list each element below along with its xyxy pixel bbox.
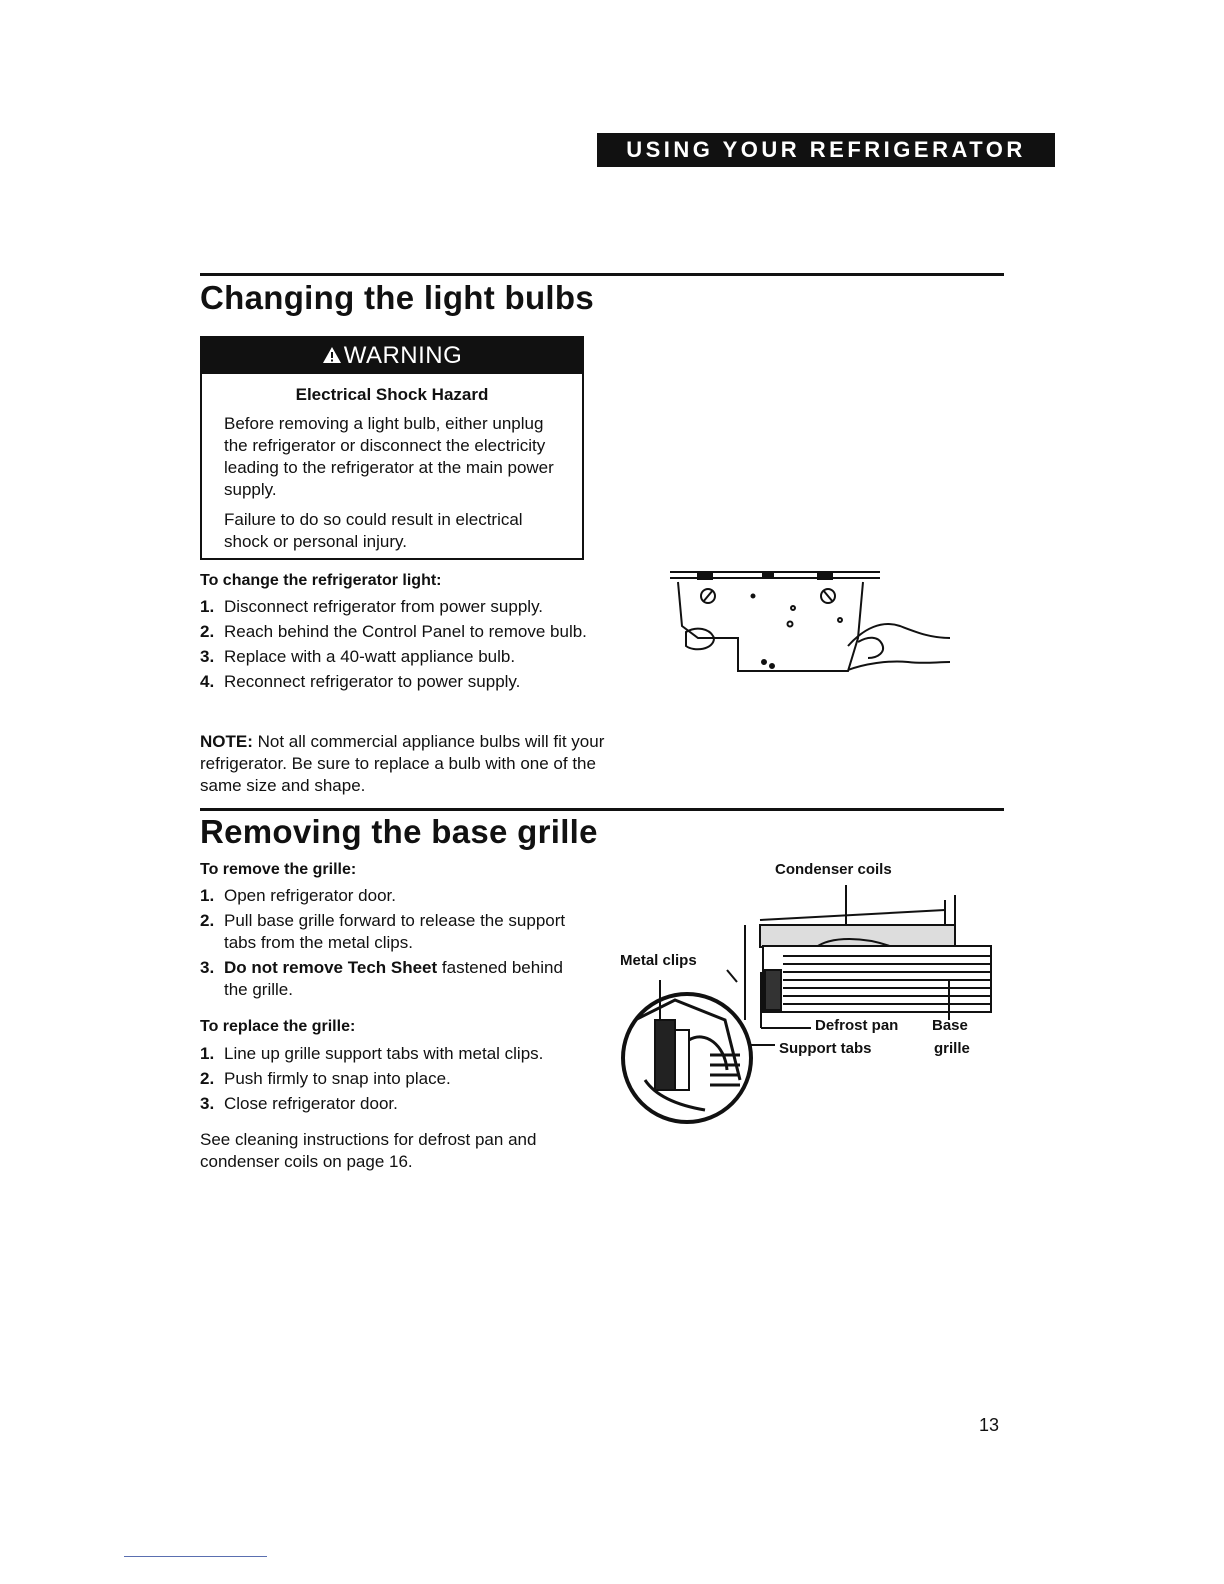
label-condenser-coils: Condenser coils — [775, 861, 892, 878]
list-item: 2. Push firmly to snap into place. — [200, 1069, 451, 1088]
warning-triangle-icon — [322, 339, 342, 375]
label-defrost-pan: Defrost pan — [815, 1017, 899, 1034]
steps-list — [200, 596, 600, 696]
remove-steps-list — [200, 885, 580, 1004]
warning-paragraph: Failure to do so could result in electrical shock or personal injury. — [224, 510, 523, 551]
note: NOTE: Not all commercial appliance bulbs will fit your refrigerator. Be sure to replace a bulb with one of the same size and shape. — [200, 732, 605, 795]
list-item: 4. Reconnect refrigerator to power supply. — [200, 672, 521, 691]
list-item: 1. Line up grille support tabs with metal clips. — [200, 1044, 544, 1063]
label-support-tabs: Support tabs — [779, 1040, 872, 1057]
replace-steps-list — [200, 1043, 600, 1118]
section-title-light-bulbs: Changing the light bulbs — [200, 279, 594, 316]
hazard-title: Electrical Shock Hazard — [295, 385, 489, 404]
label-base: Base — [932, 1017, 968, 1034]
section-divider — [200, 273, 1004, 276]
replace-heading: To replace the grille: — [200, 1018, 356, 1035]
warning-paragraph: Before removing a light bulb, either unplug the refrigerator or disconnect the electricity leading to the refrigerator at the main power supply. — [224, 414, 554, 499]
section-banner: USING YOUR REFRIGERATOR — [597, 133, 1055, 167]
list-item: 1. Disconnect refrigerator from power supply. — [200, 597, 544, 616]
label-grille: grille — [934, 1040, 970, 1057]
list-item: 3. Replace with a 40-watt appliance bulb. — [200, 647, 516, 666]
list-item: 2. Reach behind the Control Panel to remove bulb. — [200, 622, 587, 641]
section-divider — [200, 808, 1004, 811]
warning-label: WARNING — [343, 342, 463, 369]
page-number: 13 — [979, 1415, 1000, 1435]
section-title-base-grille: Removing the base grille — [200, 813, 598, 850]
base-grille-illustration — [615, 880, 1000, 1140]
list-item: 1. Open refrigerator door. — [200, 886, 396, 905]
remove-heading: To remove the grille: — [200, 861, 357, 878]
control-panel-illustration — [668, 566, 958, 686]
label-metal-clips: Metal clips — [620, 952, 697, 969]
steps-heading: To change the refrigerator light: — [200, 572, 442, 589]
cleaning-note: See cleaning instructions for defrost pan and condenser coils on page 16. — [200, 1130, 537, 1171]
list-item: 3. Do not remove Tech Sheet fastened behind the grille. — [200, 958, 563, 999]
footer-rule — [124, 1556, 267, 1557]
list-item: 2. Pull base grille forward to release the support tabs from the metal clips. — [200, 911, 566, 952]
warning-header — [202, 338, 582, 374]
warning-box — [200, 336, 584, 560]
list-item: 3. Close refrigerator door. — [200, 1094, 398, 1113]
